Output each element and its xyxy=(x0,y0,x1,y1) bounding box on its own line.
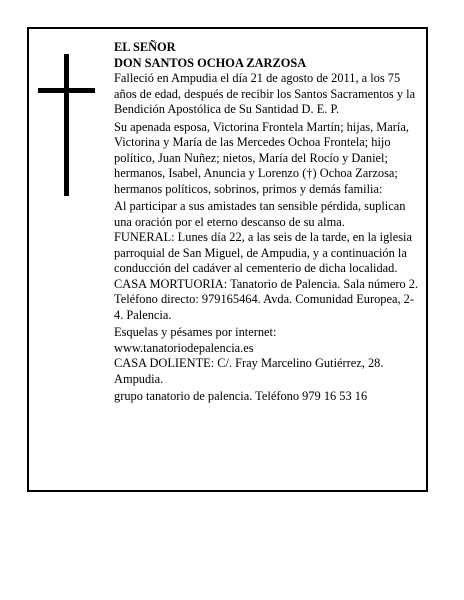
prayer-request: Al participar a sus amistades tan sensible pérdida, suplican una oración por el eterno descanso de su alma. xyxy=(114,199,406,229)
obituary-text xyxy=(114,40,419,405)
cross-vertical-bar xyxy=(64,54,69,196)
funeral-details: FUNERAL: Lunes día 22, a las seis de la tarde, en la iglesia parroquial de San Miguel, de Ampudia, y a continuación la conducción del cadáver al cementerio de dicha localidad. xyxy=(114,230,412,275)
internet-condolences: Esquelas y pésames por internet: www.tanatoriodepalencia.es xyxy=(114,325,277,355)
footer-contact: grupo tanatorio de palencia. Teléfono 979 16 53 16 xyxy=(114,389,368,403)
death-announcement: Falleció en Ampudia el día 21 de agosto de 2011, a los 75 años de edad, después de recibir los Santos Sacramentos y la Bendición Apostólica de Su Santidad D. E. P. xyxy=(114,71,416,116)
cross-horizontal-bar xyxy=(38,88,95,93)
casa-mortuoria-details: CASA MORTUORIA: Tanatorio de Palencia. Sala número 2. Teléfono directo: 979165464. Avda. Comunidad Europea, 2-4. Palencia. xyxy=(114,276,419,322)
family-list: Su apenada esposa, Victorina Frontela Martín; hijas, María, Victorina y María de las Mercedes Ochoa Frontela; hijo político, Juan Nuñez; nietos, María del Rocío y Daniel; hermanos, Isabel, Anuncia y Lorenzo (†) Ochoa Zarzosa; hermanos políticos, sobrinos, primos y demás familia: xyxy=(114,119,409,196)
deceased-name: DON SANTOS OCHOA ZARZOSA xyxy=(114,55,307,70)
heading-title: EL SEÑOR xyxy=(114,40,176,54)
casa-doliente-details: CASA DOLIENTE: C/. Fray Marcelino Gutiérrez, 28. Ampudia. xyxy=(114,356,384,386)
